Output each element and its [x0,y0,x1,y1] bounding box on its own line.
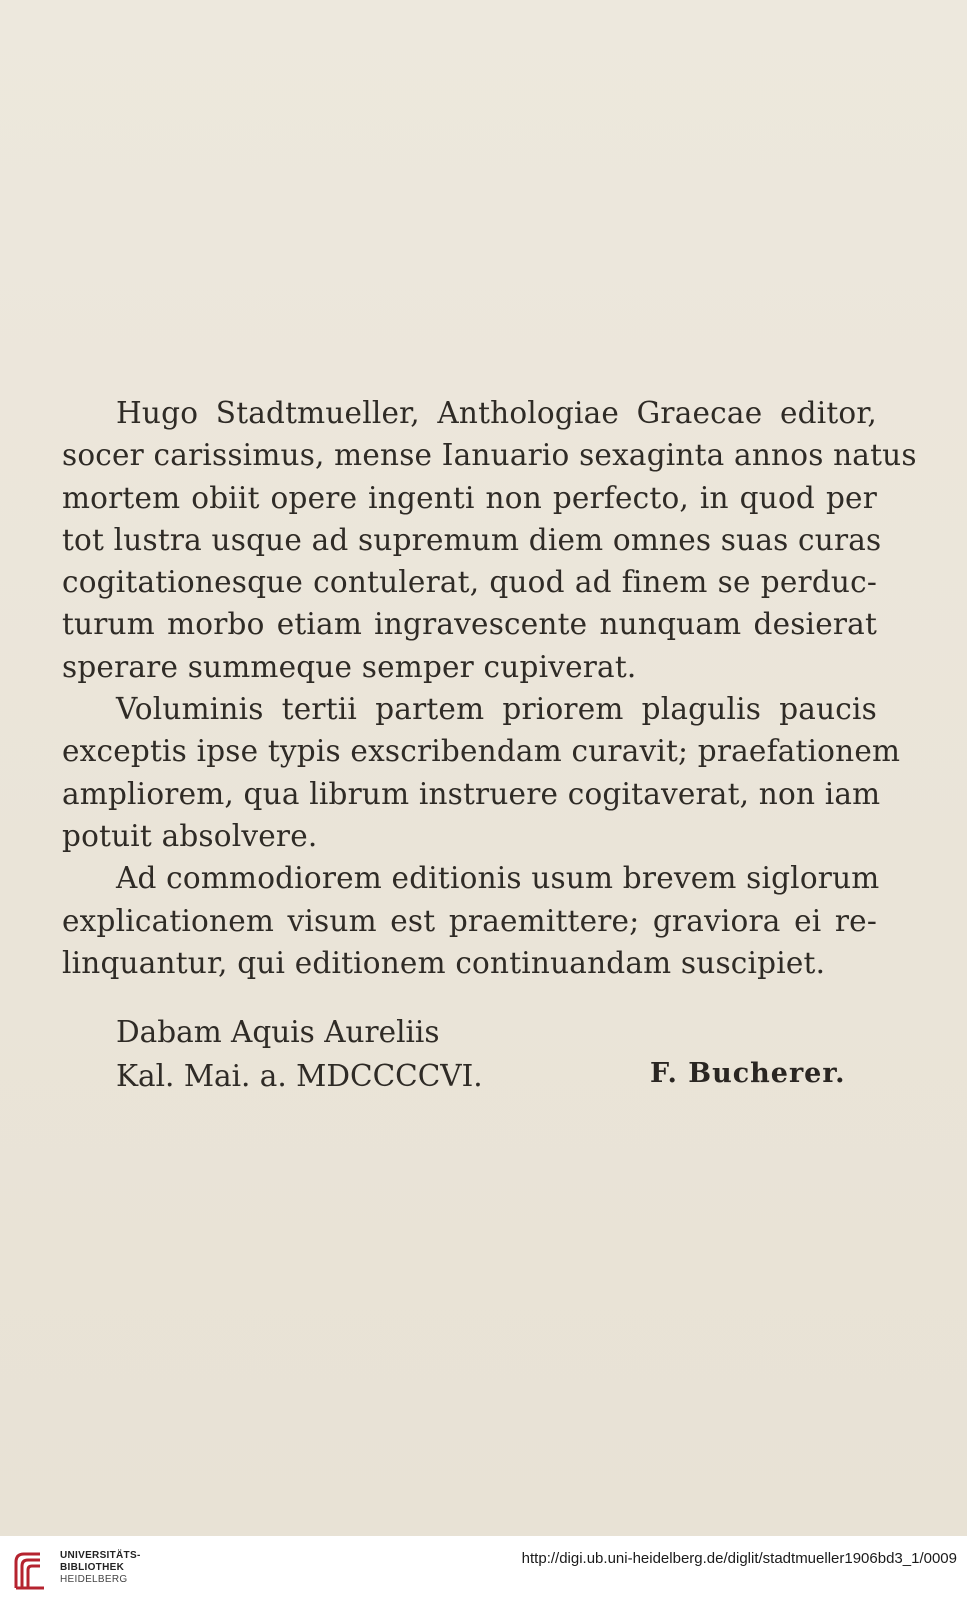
closing-place: Dabam Aquis Aureliis [116,1015,440,1049]
text-line: tot lustra usque ad supremum diem omnes suas curas [62,522,882,557]
text-line: socer carissimus, mense Ianuario sexaginta annos natus [62,438,917,473]
library-name [60,1550,141,1586]
signature: F. Bucherer. [650,1058,846,1089]
library-line-3: HEIDELBERG [60,1574,128,1585]
text-line: Ad commodiorem editionis usum brevem siglorum [116,861,880,896]
source-url-link[interactable]: http://digi.ub.uni-heidelberg.de/diglit/stadtmueller1906bd3_1/0009 [521,1550,957,1567]
footer-bar [0,1536,967,1604]
text-line: ampliorem, qua librum instruere cogitaverat, non iam [62,776,881,811]
paragraph-2 [62,688,901,857]
text-line: turum morbo etiam ingravescente nunquam desierat [62,607,877,642]
paragraph-3 [62,857,880,984]
library-line-2: BIBLIOTHEK [60,1562,125,1573]
text-line: explicationem visum est praemittere; graviora ei re- [62,903,877,938]
text-line: exceptis ipse typis exscribendam curavit; praefationem [62,734,901,769]
preface-text [62,392,917,984]
heidelberg-library-logo-icon [10,1548,50,1592]
library-line-1: UNIVERSITÄTS- [60,1550,141,1561]
paragraph-1 [62,392,917,688]
text-line: potuit absolvere. [62,818,318,853]
text-line: mortem obiit opere ingenti non perfecto, in quod per [62,480,877,515]
text-line: linquantur, qui editionem continuandam suscipiet. [62,945,826,980]
text-line: cogitationesque contulerat, quod ad finem se perduc- [62,565,877,600]
text-line: sperare summeque semper cupiverat. [62,649,637,684]
closing-date: Kal. Mai. a. MDCCCCVI. [116,1059,483,1093]
text-line: Hugo Stadtmueller, Anthologiae Graecae editor, [116,396,877,430]
text-line: Voluminis tertii partem priorem plagulis paucis [116,692,877,727]
